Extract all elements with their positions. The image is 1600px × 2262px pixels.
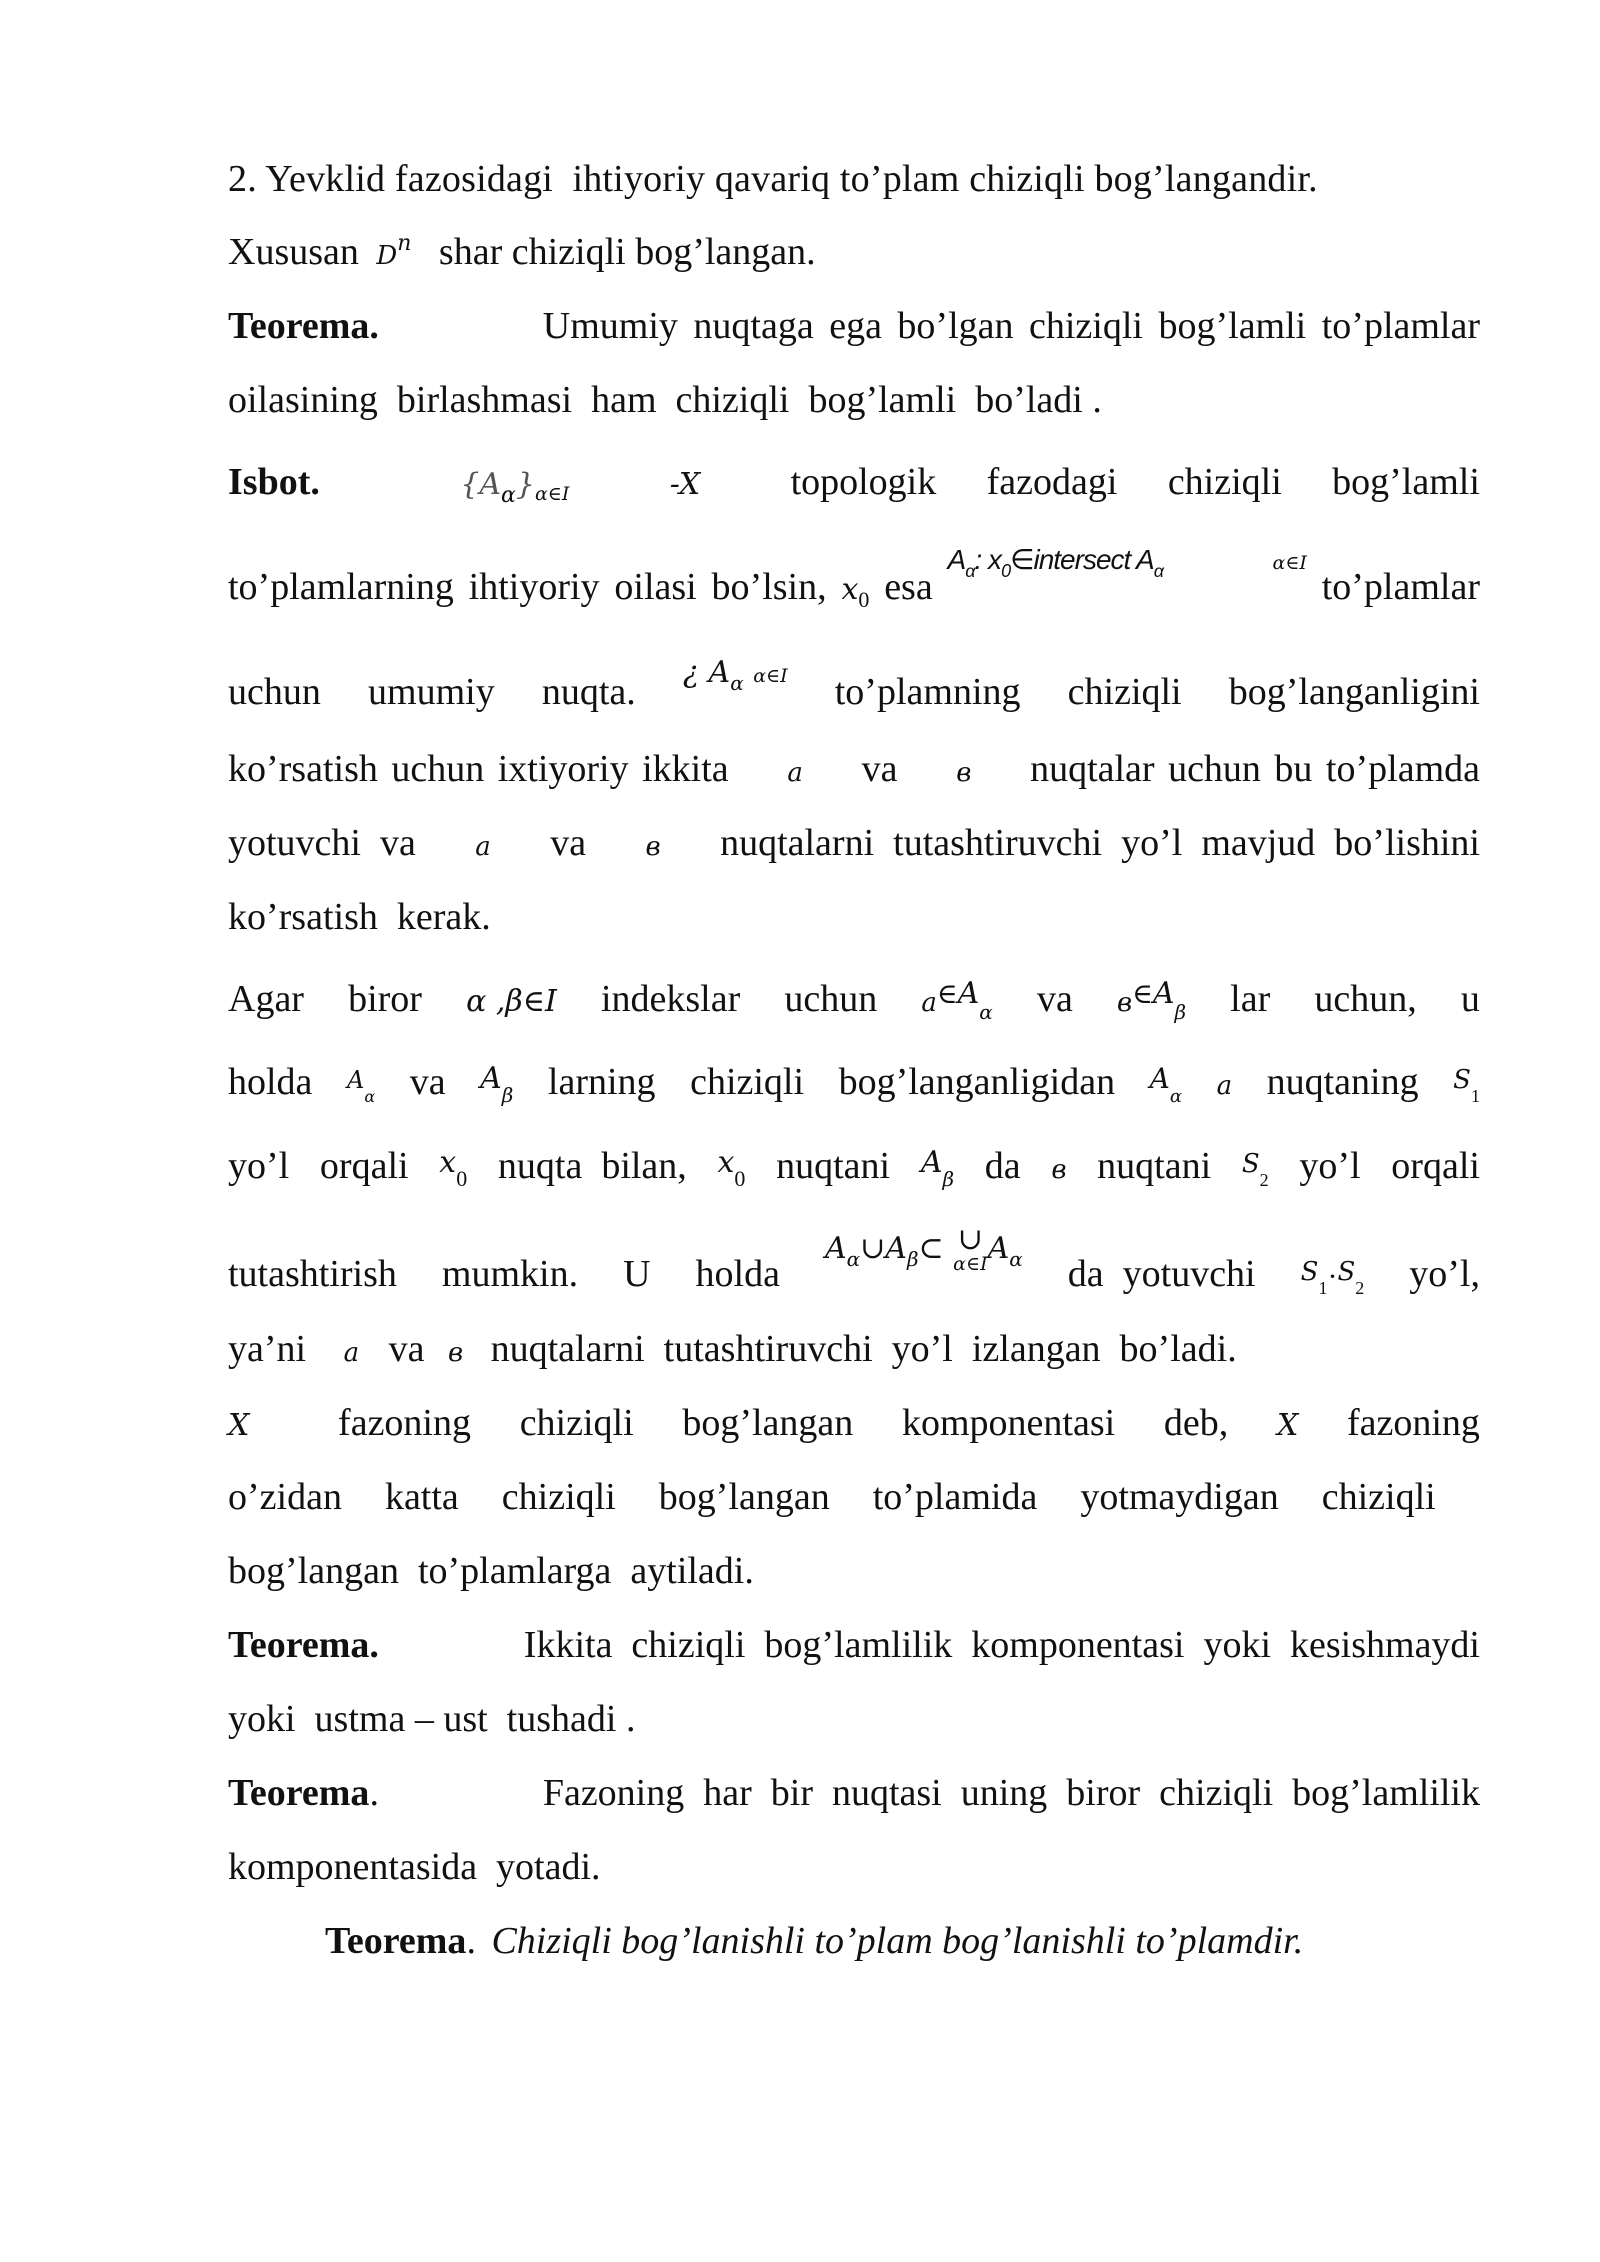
text: yo’l <box>1299 1145 1361 1187</box>
math-symbol: x <box>439 1145 457 1180</box>
text: umumiy <box>368 671 495 713</box>
math-symbol: в <box>1116 988 1133 1018</box>
paragraph-line <box>228 228 1480 282</box>
math-expression <box>1150 1058 1182 1113</box>
text: bog’langanligini <box>1228 671 1480 713</box>
definition-line <box>228 1399 1480 1450</box>
text: u <box>1460 978 1480 1020</box>
text: holda <box>228 1061 313 1103</box>
text: komponentasida yotadi. <box>228 1846 601 1888</box>
text: Ikkita chiziqli bog’lamlilik komponentasi yoki kesishmaydi <box>523 1624 1480 1666</box>
proof-line <box>228 655 1480 716</box>
math-subscript: α <box>1009 1247 1023 1271</box>
math-symbol: A <box>1149 1062 1170 1095</box>
math-subscript: α∈I <box>534 483 570 505</box>
text: to’plamlarning <box>228 566 454 608</box>
math-expression <box>682 649 744 695</box>
paragraph-line <box>228 1221 1480 1304</box>
text: komponentasi <box>901 1402 1116 1444</box>
math-symbol: a <box>343 1338 360 1368</box>
math-symbol: A <box>480 1061 502 1096</box>
text: yo’l <box>228 1145 290 1187</box>
math-expression <box>480 1058 513 1111</box>
math-symbol: A <box>346 1066 365 1094</box>
text: nuqtaning <box>1266 1061 1419 1103</box>
text: yotuvchi va <box>228 822 416 864</box>
family-expression <box>460 458 569 512</box>
text: oilasining birlashmasi ham chiziqli bog’lamli bo’ladi . <box>228 379 1102 421</box>
text: esa <box>884 566 933 608</box>
math-subscript: 0 <box>734 1166 746 1191</box>
math-subscript: α <box>846 1247 861 1271</box>
theorem-heading <box>228 1769 379 1817</box>
text: topologik <box>790 461 937 503</box>
theorem-label: Teorema. <box>228 1624 379 1666</box>
math-expression <box>841 563 869 616</box>
math-subscript: α∈I <box>1272 552 1307 574</box>
math-symbol: A <box>1152 976 1175 1011</box>
theorem-line <box>228 1769 1480 1817</box>
math-symbol: {A <box>460 467 502 502</box>
text: larning <box>547 1061 656 1103</box>
math-symbol: x <box>841 572 859 607</box>
math-symbol: ∈intersect A <box>1010 544 1154 575</box>
text: uchun, <box>1314 978 1417 1020</box>
text: uchun <box>228 671 321 713</box>
text: fazoning <box>1346 1402 1480 1444</box>
text: va <box>861 748 898 790</box>
union-inclusion-expression <box>825 1222 1023 1275</box>
text: bog’langan <box>682 1402 854 1444</box>
definition-line <box>228 1547 1480 1595</box>
paragraph-line <box>228 975 1480 1028</box>
text: to’plamning <box>834 671 1021 713</box>
math-symbol: : x <box>974 544 1002 575</box>
math-subscript: 2 <box>1355 1278 1365 1298</box>
theorem-line <box>325 1917 1480 1965</box>
text: Fazoning har bir nuqtasi uning biror chiziqli bog’lamlilik <box>542 1772 1480 1814</box>
definition-line <box>228 1473 1480 1521</box>
proof-line <box>228 458 1480 512</box>
math-symbol: a <box>921 988 937 1018</box>
math-symbol: S <box>1300 1257 1319 1287</box>
math-symbol: ⊂ <box>918 1231 944 1266</box>
paragraph-line <box>228 1058 1480 1113</box>
text: nuqtani <box>1097 1145 1212 1187</box>
math-expression <box>1117 975 1186 1028</box>
text: chiziqli <box>1167 461 1282 503</box>
text: va <box>388 1328 425 1370</box>
condition-expression <box>947 538 1307 581</box>
math-expression <box>947 544 1163 581</box>
text: Xususan <box>228 231 359 273</box>
math-subscript: 1 <box>1318 1278 1328 1298</box>
math-symbol: S <box>1453 1065 1471 1095</box>
big-union <box>953 1221 988 1275</box>
theorem-line <box>228 376 1480 424</box>
text: bog’langanligidan <box>838 1061 1116 1103</box>
math-symbol: A <box>957 976 980 1011</box>
theorem-line <box>228 302 1480 350</box>
text: nuqtalarni tutashtiruvchi yo’l izlangan bo’ladi. <box>490 1328 1237 1370</box>
math-subscript: 0 <box>1001 561 1011 581</box>
text: o’zidan katta chiziqli bog’langan to’plamida yotmaydigan chiziqli <box>228 1476 1436 1518</box>
math-symbol: ∪ <box>957 1221 983 1257</box>
paragraph-line <box>228 155 1480 203</box>
text: shar chiziqli bog’langan. <box>438 231 816 273</box>
proof-label: Isbot. <box>228 461 320 503</box>
text: orqali <box>319 1145 409 1187</box>
math-symbol: A <box>824 1231 847 1266</box>
math-expression <box>921 1142 954 1195</box>
math-expression <box>921 975 992 1028</box>
text: indekslar <box>600 978 741 1020</box>
math-symbol: ¿ <box>682 655 700 690</box>
text: holda <box>695 1253 780 1295</box>
math-expression <box>1301 1250 1365 1304</box>
text: oilasi <box>614 566 697 608</box>
math-expression: α ,β∈I <box>466 984 557 1019</box>
text: ya’ni <box>228 1328 307 1370</box>
text: lar <box>1230 978 1271 1020</box>
math-subscript: β <box>1174 1000 1187 1024</box>
text: fazodagi <box>986 461 1118 503</box>
paragraph-line <box>228 1142 1480 1196</box>
math-symbol: a <box>787 758 803 788</box>
math-symbol: A <box>708 655 731 690</box>
math-expression <box>1453 1058 1480 1112</box>
text: Umumiy nuqtaga ega bo’lgan chiziqli bog’lamli to’plamlar <box>542 305 1480 347</box>
math-symbol: · <box>1327 1260 1338 1293</box>
theorem-text: Chiziqli bog’lanishli to’plam bog’lanishli to’plamdir. <box>491 1920 1304 1962</box>
math-symbol: ∈ <box>1132 977 1153 1010</box>
text: mumkin. <box>441 1253 579 1295</box>
text: bog’langan to’plamlarga aytiladi. <box>228 1550 754 1592</box>
text: nuqtalar uchun bu to’plamda <box>1030 748 1480 790</box>
math-expression <box>1242 1142 1269 1196</box>
math-subscript: β <box>942 1167 955 1191</box>
math-superscript: n <box>397 231 412 256</box>
math-subscript: α∈I <box>953 1252 988 1275</box>
text: yo’l, <box>1409 1253 1480 1295</box>
math-symbol: A <box>920 1145 943 1180</box>
text: chiziqli <box>519 1402 634 1444</box>
text: . <box>466 1920 476 1962</box>
math-symbol: x <box>717 1145 735 1180</box>
math-subscript: α <box>1153 561 1163 581</box>
theorem-line <box>228 1621 1480 1669</box>
math-expression <box>718 1142 746 1195</box>
math-symbol: a <box>475 832 491 862</box>
text: deb, <box>1163 1402 1229 1444</box>
theorem-line <box>228 1843 1480 1891</box>
text: to’plamlar <box>1321 566 1480 608</box>
proof-line <box>228 893 1480 941</box>
math-symbol: X <box>1276 1408 1299 1443</box>
text: tutashtirish <box>228 1253 397 1295</box>
text: orqali <box>1391 1145 1480 1187</box>
text: ko’rsatish uchun ixtiyoriy ikkita <box>228 748 729 790</box>
text: bog’lamli <box>1332 461 1480 503</box>
math-symbol: ∈ <box>936 977 958 1010</box>
math-subscript: α <box>965 561 975 581</box>
math-symbol: в <box>447 1338 464 1368</box>
text: Agar <box>228 978 304 1020</box>
text: biror <box>348 978 422 1020</box>
math-symbol: в <box>1051 1155 1067 1185</box>
text: . <box>369 1772 379 1814</box>
union-expression <box>682 651 788 695</box>
math-subscript: β <box>906 1247 919 1271</box>
math-symbol: -X <box>669 467 701 502</box>
math-subscript: α <box>979 1000 993 1024</box>
text: da <box>984 1145 1021 1187</box>
text: nuqta bilan, <box>497 1145 687 1187</box>
text: ihtiyoriy <box>468 566 600 608</box>
math-subscript: 0 <box>456 1166 468 1191</box>
math-subscript: 2 <box>1259 1170 1269 1190</box>
math-symbol: в <box>956 758 972 788</box>
text: yoki ustma – ust tushadi . <box>228 1698 636 1740</box>
proof-line <box>228 745 1480 797</box>
math-symbol: a <box>1216 1071 1233 1101</box>
text: va <box>409 1061 446 1103</box>
theorem-line <box>228 1695 1480 1743</box>
math-subscript: α <box>364 1087 376 1106</box>
text: chiziqli <box>1067 671 1182 713</box>
text: ko’rsatish kerak. <box>228 896 491 938</box>
math-symbol: S <box>1241 1149 1260 1179</box>
math-subscript: 1 <box>1470 1086 1480 1106</box>
math-subscript: α <box>501 483 516 508</box>
proof-line <box>228 544 1480 616</box>
text: U <box>623 1253 651 1295</box>
math-symbol: } <box>515 467 535 502</box>
math-expression <box>439 1142 467 1195</box>
text: fazoning <box>338 1402 471 1444</box>
text: da yotuvchi <box>1067 1253 1256 1295</box>
text: va <box>550 822 587 864</box>
math-symbol: D <box>376 241 398 271</box>
math-symbol: X <box>228 1408 250 1443</box>
text: uchun <box>784 978 878 1020</box>
paragraph-line <box>228 1325 1480 1377</box>
text: nuqtalarni tutashtiruvchi yo’l mavjud bo’lishini <box>720 822 1480 864</box>
text: nuqta. <box>541 671 636 713</box>
text: va <box>1036 978 1073 1020</box>
theorem-label: Teorema <box>325 1920 467 1962</box>
math-symbol: A <box>947 544 966 575</box>
math-symbol: S <box>1337 1257 1356 1287</box>
math-subscript: α <box>730 671 744 695</box>
math-symbol: ∪A <box>860 1231 907 1266</box>
math-expression <box>347 1058 375 1113</box>
math-subscript: β <box>501 1083 514 1107</box>
math-subscript: 0 <box>858 587 870 612</box>
math-symbol: в <box>645 832 661 862</box>
theorem-label: Teorema <box>228 1772 370 1814</box>
math-symbol: A <box>987 1231 1010 1266</box>
math-subscript: α∈I <box>753 665 788 687</box>
text: bo’lsin, <box>711 566 827 608</box>
text: nuqtani <box>776 1145 891 1187</box>
math-subscript: α <box>1169 1086 1183 1107</box>
proof-line <box>228 819 1480 871</box>
text: chiziqli <box>690 1061 805 1103</box>
theorem-label: Teorema. <box>228 305 379 347</box>
text: 2. Yevklid fazosidagi ihtiyoriy qavariq to’plam chiziqli bog’langandir. <box>228 158 1318 200</box>
